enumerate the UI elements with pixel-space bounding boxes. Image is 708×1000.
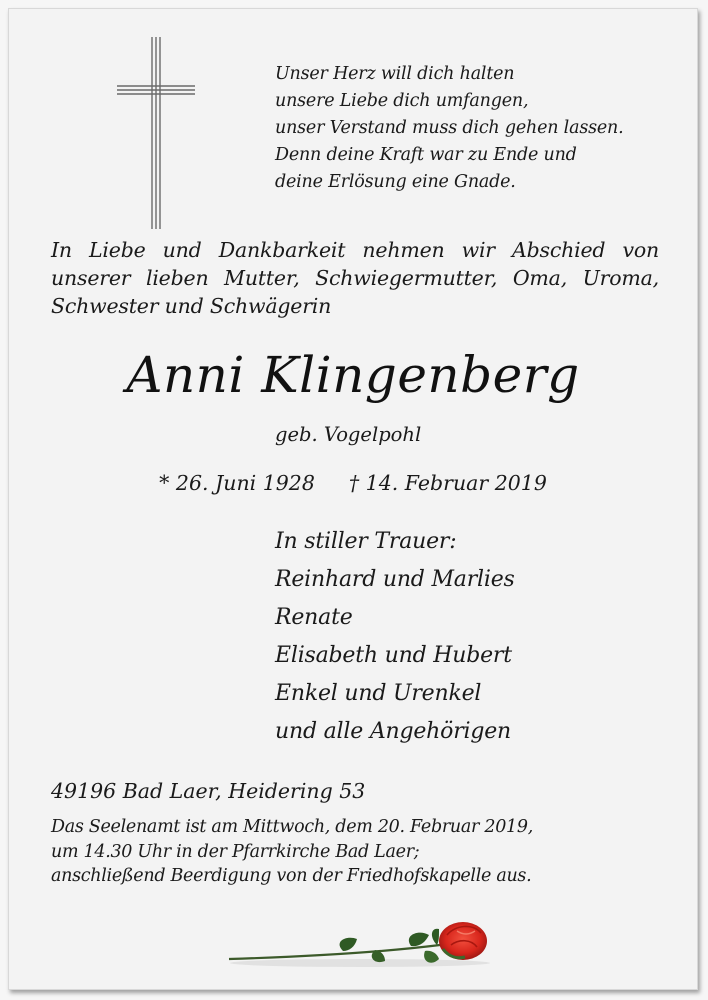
intro-line: unserer lieben Mutter, Schwiegermutter, Oma, Uroma, <box>51 266 659 290</box>
mourners <box>275 523 515 751</box>
mourner-name: Enkel und Urenkel <box>275 681 482 706</box>
intro-line: Schwester und Schwägerin <box>51 294 332 318</box>
mourner-name: und alle Angehörigen <box>275 719 512 744</box>
life-dates <box>9 469 697 497</box>
mourner-name: Renate <box>275 605 353 630</box>
obituary-notice <box>8 8 698 990</box>
mourning-heading: In stiller Trauer: <box>275 529 457 554</box>
intro-line: In Liebe und Dankbarkeit nehmen wir Abschied von <box>51 238 659 262</box>
poem-line: unser Verstand muss dich gehen lassen. <box>275 118 624 138</box>
poem-line: unsere Liebe dich umfangen, <box>275 91 529 111</box>
poem-line: deine Erlösung eine Gnade. <box>275 172 516 192</box>
deceased-name: Anni Klingenberg <box>126 346 580 404</box>
service-line: um 14.30 Uhr in der Pfarrkirche Bad Laer; <box>51 841 420 862</box>
rose-icon <box>225 915 495 981</box>
service-info <box>51 815 533 889</box>
death-date: † 14. Februar 2019 <box>348 471 547 495</box>
birth-date: * 26. Juni 1928 <box>159 471 315 495</box>
cross-icon <box>113 33 199 233</box>
poem-line: Unser Herz will dich halten <box>275 64 515 84</box>
service-line: anschließend Beerdigung von der Friedhofskapelle aus. <box>51 866 532 886</box>
birth-name: geb. Vogelpohl <box>275 423 422 446</box>
address: 49196 Bad Laer, Heidering 53 <box>51 779 366 803</box>
service-line: Das Seelenamt ist am Mittwoch, dem 20. Februar 2019, <box>51 817 533 837</box>
poem-line: Denn deine Kraft war zu Ende und <box>275 145 577 165</box>
intro-text <box>51 236 659 320</box>
mourner-name: Reinhard und Marlies <box>275 567 515 592</box>
mourner-name: Elisabeth und Hubert <box>275 643 512 668</box>
poem <box>275 61 623 196</box>
